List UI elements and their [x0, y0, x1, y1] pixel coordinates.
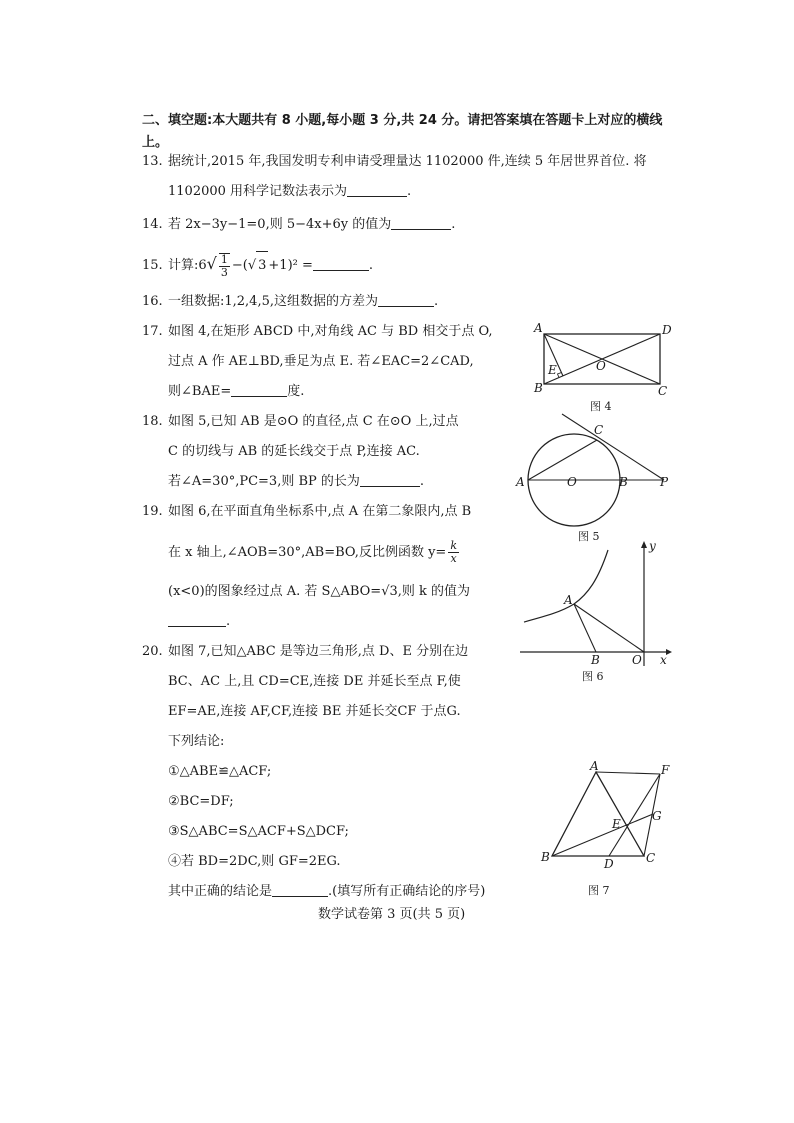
- figure-6-caption: 图 6: [582, 670, 604, 683]
- segment-bg: [552, 814, 653, 856]
- figure-4-caption: 图 4: [590, 400, 612, 413]
- answer-blank[interactable]: [168, 612, 226, 627]
- q17-line2: 过点 A 作 AE⊥BD,垂足为点 E. 若∠EAC=2∠CAD,: [168, 354, 474, 369]
- q13-line2: 1102000 用科学记数法表示为 .: [168, 184, 412, 199]
- section-header: 二、填空题:本大题共有 8 小题,每小题 3 分,共 24 分。请把答案填在答题卡上对应的横线上。: [142, 113, 663, 150]
- answer-blank[interactable]: [347, 182, 407, 197]
- q16-line: 16. 一组数据:1,2,4,5,这组数据的方差为 .: [142, 294, 439, 309]
- q18-line3: 若∠A=30°,PC=3,则 BP 的长为 .: [168, 474, 425, 489]
- q20-conclusion-3: ③S△ABC=S△ACF+S△DCF;: [168, 824, 349, 839]
- figure-5-caption: 图 5: [578, 530, 600, 543]
- fig5-label: B: [619, 475, 628, 489]
- q19-line1: 19. 如图 6,在平面直角坐标系中,点 A 在第二象限内,点 B: [142, 504, 472, 519]
- fig4-label: D: [662, 323, 672, 337]
- q18-line1: 18. 如图 5,已知 AB 是⊙O 的直径,点 C 在⊙O 上,过点: [142, 414, 459, 429]
- q20-conclusion-1: ①△ABE≌△ACF;: [168, 764, 272, 779]
- q18-line2: C 的切线与 AB 的延长线交于点 P,连接 AC.: [168, 444, 420, 459]
- sqrt-sign: √: [206, 254, 217, 273]
- figure-6: [516, 538, 676, 673]
- fig5-label: A: [516, 475, 525, 489]
- fig5-label: C: [594, 423, 604, 437]
- fig4-label: O: [596, 359, 606, 373]
- q19-line2: 在 x 轴上,∠AOB=30°,AB=BO,反比例函数 y= $\frac{k}{x}$: [168, 539, 457, 565]
- q13-line1: 13. 据统计,2015 年,我国发明专利申请受理量达 1102000 件,连续 5 年居世界首位. 将: [142, 154, 647, 169]
- q20-line4: 下列结论:: [168, 734, 225, 749]
- fig6-label: x: [660, 653, 667, 667]
- q15-line: 15. 计算:6√ $\frac{1}{3}$ −(√ 3 +1)² = .: [142, 252, 374, 279]
- fig7-label: D: [604, 857, 614, 871]
- q20-conclusion-2: ②BC=DF;: [168, 794, 234, 809]
- q19-line4: .: [168, 612, 230, 632]
- x-axis-arrow: [666, 649, 672, 655]
- q20-conclusion-4: ④若 BD=2DC,则 GF=2EG.: [168, 854, 341, 869]
- fraction: $\frac{k}{x}$: [450, 539, 457, 565]
- q20-line3: EF=AE,连接 AF,CF,连接 BE 并延长交CF 于点G.: [168, 704, 461, 719]
- q14-line: 14. 若 2x−3y−1=0,则 5−4x+6y 的值为 .: [142, 217, 456, 232]
- fig7-label: B: [541, 850, 550, 864]
- figure-7-caption: 图 7: [588, 884, 610, 897]
- fraction: $\frac{1}{3}$: [220, 252, 228, 279]
- answer-blank[interactable]: [231, 382, 287, 397]
- answer-blank[interactable]: [313, 256, 369, 271]
- fig7-label: F: [661, 763, 670, 777]
- q17-line1: 17. 如图 4,在矩形 ABCD 中,对角线 AC 与 BD 相交于点 O,: [142, 324, 493, 339]
- fig4-label: E: [548, 363, 557, 377]
- fig6-label: B: [591, 653, 600, 667]
- figure-7: [540, 760, 680, 872]
- fig7-label: G: [652, 809, 662, 823]
- fig4-label: A: [534, 321, 543, 335]
- fig5-label: O: [567, 475, 577, 489]
- segment-ac: [528, 440, 597, 480]
- fig7-label: A: [590, 759, 599, 773]
- q20-line2: BC、AC 上,且 CD=CE,连接 DE 并延长至点 F,使: [168, 674, 461, 689]
- hyperbola-curve: [524, 550, 608, 622]
- segment-af: [596, 772, 660, 774]
- q20-conclusion-line: 其中正确的结论是 .(填写所有正确结论的序号): [168, 884, 486, 899]
- answer-blank[interactable]: [378, 292, 434, 307]
- answer-blank[interactable]: [391, 215, 451, 230]
- fig4-label: C: [658, 384, 668, 398]
- fig5-label: P: [660, 475, 669, 489]
- answer-blank[interactable]: [360, 472, 420, 487]
- answer-blank[interactable]: [272, 882, 328, 897]
- y-axis-arrow: [641, 541, 647, 548]
- q17-line3: 则∠BAE= 度.: [168, 384, 305, 399]
- tangent-line: [562, 414, 664, 480]
- fig4-label: B: [534, 381, 543, 395]
- q20-line1: 20. 如图 7,已知△ABC 是等边三角形,点 D、E 分别在边: [142, 644, 469, 659]
- triangle-abc: [552, 772, 644, 856]
- fig7-label: C: [646, 851, 656, 865]
- figure-5: [516, 412, 676, 532]
- q19-line3: (x<0)的图象经过点 A. 若 S△ABO=√3,则 k 的值为: [168, 584, 471, 599]
- fig6-label: A: [564, 593, 573, 607]
- fig7-label: E: [612, 817, 621, 831]
- fig6-label: O: [632, 653, 642, 667]
- fig6-label: y: [649, 539, 656, 553]
- page-footer: 数学试卷第 3 页(共 5 页): [318, 907, 466, 922]
